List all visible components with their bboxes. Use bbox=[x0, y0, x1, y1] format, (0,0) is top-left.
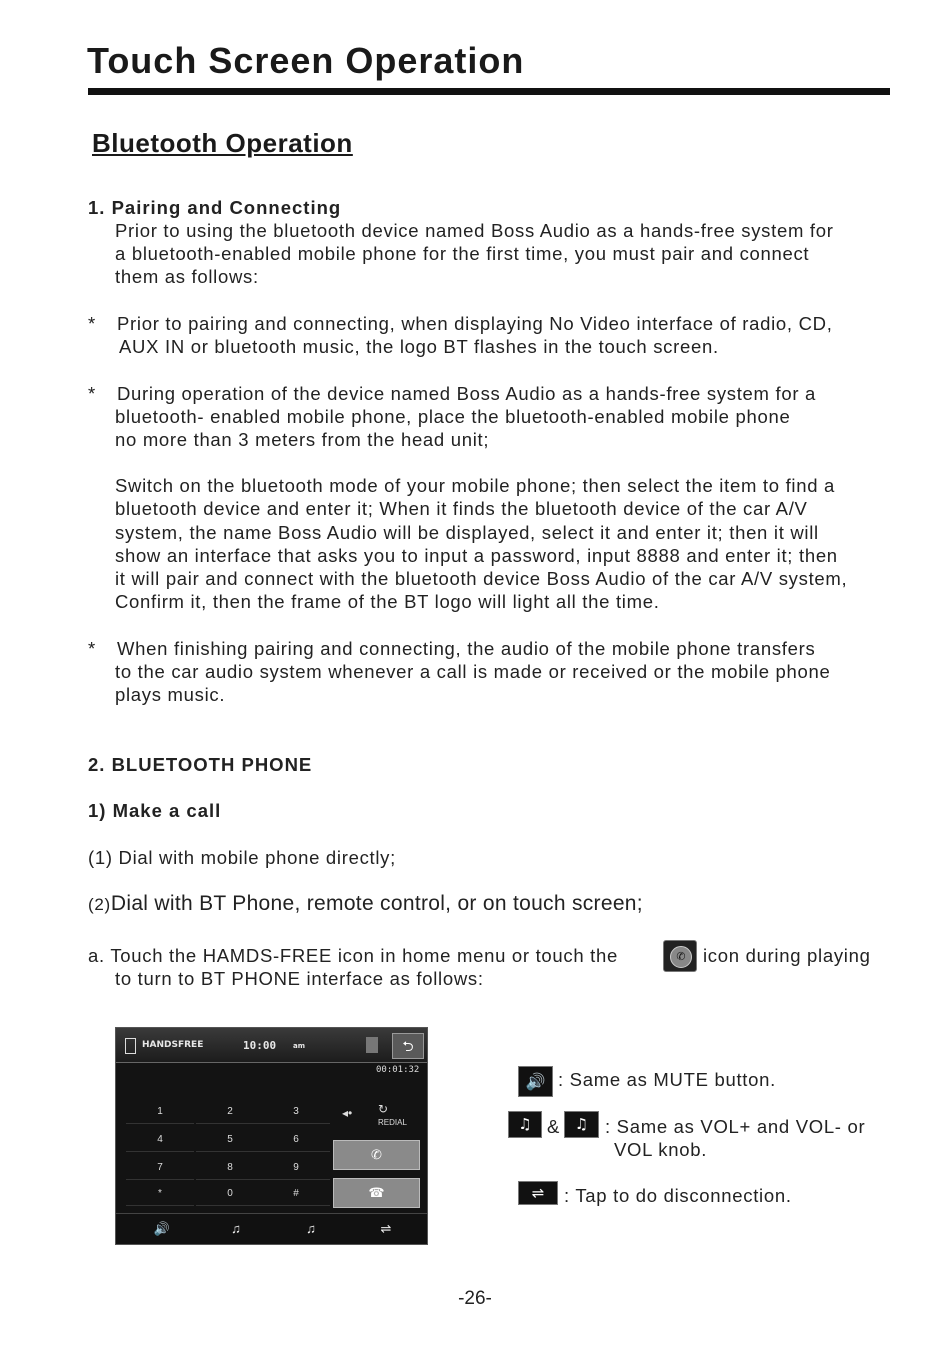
screen-bottom-bar bbox=[116, 1213, 427, 1245]
pairing-intro-line: them as follows: bbox=[115, 266, 259, 287]
sim-icon bbox=[366, 1037, 378, 1053]
vol-up-icon: ♫ bbox=[508, 1111, 542, 1138]
screen-mode: HANDSFREE bbox=[142, 1040, 204, 1050]
bullet-mark: * bbox=[88, 638, 96, 659]
dial-option-2-text: Dial with BT Phone, remote control, or on touch screen; bbox=[110, 892, 643, 915]
disconnect-legend: : Tap to do disconnection. bbox=[564, 1185, 792, 1206]
mute-legend: : Same as MUTE button. bbox=[558, 1069, 776, 1090]
vol-down-icon: ♫ bbox=[564, 1111, 599, 1138]
bullet3-line: to the car audio system whenever a call is made or received or the mobile phone bbox=[115, 661, 831, 682]
screen-top-bar bbox=[116, 1028, 427, 1063]
dial-key: 6 bbox=[262, 1129, 330, 1152]
switch-line: Switch on the bluetooth mode of your mobile phone; then select the item to find a bbox=[115, 475, 836, 496]
redial-label: REDIAL bbox=[378, 1118, 407, 1127]
call-duration: 00:01:32 bbox=[376, 1065, 420, 1075]
disconnect-icon: ⇌ bbox=[518, 1181, 558, 1205]
dial-option-2-prefix: (2) bbox=[88, 895, 111, 914]
dial-key: 1 bbox=[126, 1101, 194, 1124]
mute-icon: 🔊 bbox=[153, 1221, 171, 1236]
bullet2-line: bluetooth- enabled mobile phone, place the bluetooth-enabled mobile phone bbox=[115, 406, 791, 427]
call-button: ✆ bbox=[333, 1140, 420, 1170]
pairing-intro-line: a bluetooth-enabled mobile phone for the first time, you must pair and connect bbox=[115, 243, 810, 264]
dial-key: # bbox=[262, 1183, 330, 1206]
redial-icon: ↻ bbox=[378, 1102, 389, 1116]
vol-down-icon: ♫ bbox=[306, 1221, 316, 1236]
hangup-button: ☎ bbox=[333, 1178, 420, 1208]
switch-line: show an interface that asks you to input a password, input 8888 and enter it; then bbox=[115, 545, 838, 566]
bullet-mark: * bbox=[88, 313, 96, 334]
vol-ampersand: & bbox=[547, 1116, 561, 1137]
step-a-line2: to turn to BT PHONE interface as follows: bbox=[115, 968, 484, 989]
switch-line: system, the name Boss Audio will be displayed, select it and enter it; then it will bbox=[115, 522, 819, 543]
dial-key: 3 bbox=[262, 1101, 330, 1124]
bullet2-line: no more than 3 meters from the head unit; bbox=[115, 429, 490, 450]
screen-clock-suffix: am bbox=[293, 1042, 306, 1050]
dial-key: 4 bbox=[126, 1129, 194, 1152]
bullet3-line: When finishing pairing and connecting, the audio of the mobile phone transfers bbox=[117, 638, 816, 659]
bullet-mark: * bbox=[88, 383, 96, 404]
dial-key: 5 bbox=[196, 1129, 264, 1152]
bt-phone-heading: 2. BLUETOOTH PHONE bbox=[88, 754, 313, 775]
dial-option-1: (1) Dial with mobile phone directly; bbox=[88, 847, 396, 868]
mute-icon: 🔊 bbox=[518, 1066, 553, 1097]
section-title: Bluetooth Operation bbox=[92, 128, 353, 158]
bt-phone-interface-screenshot bbox=[115, 1027, 428, 1245]
vol-up-icon: ♫ bbox=[231, 1221, 241, 1236]
switch-line: it will pair and connect with the bluetooth device Boss Audio of the car A/V system, bbox=[115, 568, 848, 589]
back-button: ⮌ bbox=[392, 1033, 424, 1059]
dial-key: 7 bbox=[126, 1157, 194, 1180]
vol-legend-line: VOL knob. bbox=[614, 1139, 708, 1160]
backspace-icon: ◂• bbox=[342, 1106, 353, 1120]
step-a-line1-post: icon during playing bbox=[703, 945, 871, 966]
vol-legend-line: : Same as VOL+ and VOL- or bbox=[605, 1116, 866, 1137]
dial-key: 8 bbox=[196, 1157, 264, 1180]
dial-key: 0 bbox=[196, 1183, 264, 1206]
dial-key: * bbox=[126, 1183, 194, 1206]
page-title: Touch Screen Operation bbox=[87, 40, 525, 81]
dial-option-2 bbox=[88, 892, 643, 916]
phone-icon bbox=[125, 1038, 136, 1054]
dial-key: 2 bbox=[196, 1101, 264, 1124]
bt-phone-icon: ✆ bbox=[663, 940, 697, 972]
bullet1-line: Prior to pairing and connecting, when displaying No Video interface of radio, CD, bbox=[117, 313, 833, 334]
switch-line: Confirm it, then the frame of the BT logo will light all the time. bbox=[115, 591, 660, 612]
title-rule bbox=[88, 88, 890, 95]
bullet2-line: During operation of the device named Boss Audio as a hands-free system for a bbox=[117, 383, 817, 404]
make-call-heading: 1) Make a call bbox=[88, 800, 222, 821]
bullet3-line: plays music. bbox=[115, 684, 226, 705]
disconnect-icon: ⇌ bbox=[380, 1221, 392, 1236]
page-number: -26- bbox=[458, 1288, 492, 1309]
pairing-intro-line: Prior to using the bluetooth device named Boss Audio as a hands-free system for bbox=[115, 220, 834, 241]
bullet1-line: AUX IN or bluetooth music, the logo BT flashes in the touch screen. bbox=[119, 336, 719, 357]
dial-key: 9 bbox=[262, 1157, 330, 1180]
switch-line: bluetooth device and enter it; When it finds the bluetooth device of the car A/V bbox=[115, 498, 808, 519]
pairing-heading: 1. Pairing and Connecting bbox=[88, 197, 342, 218]
screen-clock: 10:00 bbox=[243, 1039, 277, 1052]
step-a-line1-pre: a. Touch the HAMDS-FREE icon in home menu or touch the bbox=[88, 945, 619, 966]
